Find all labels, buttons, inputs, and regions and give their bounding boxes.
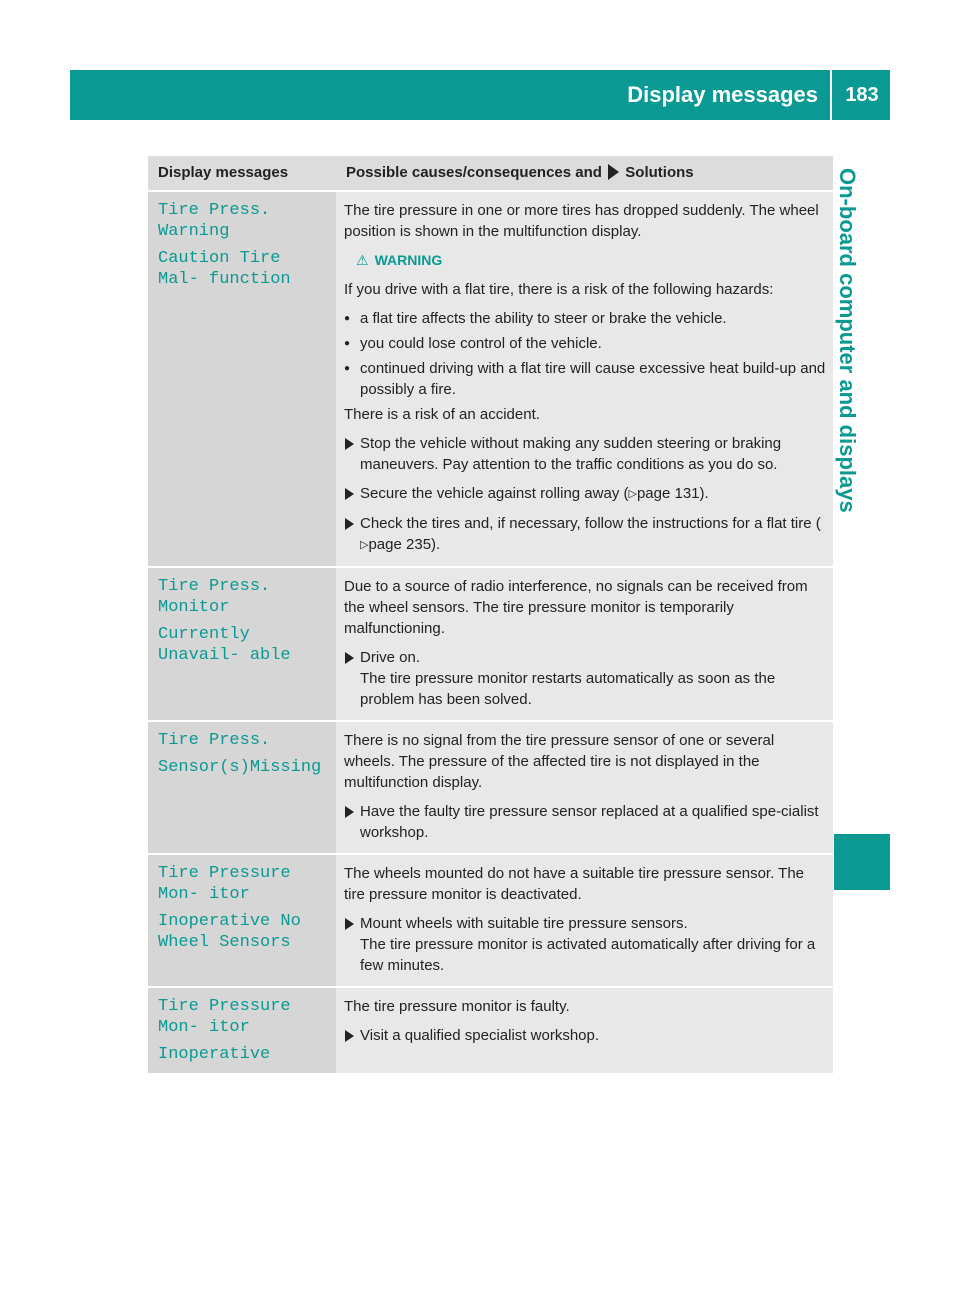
page-reference-triangle-icon: ▷ [628, 488, 637, 500]
display-message-code: Caution Tire Mal‐ function [158, 249, 291, 289]
display-message-cell [148, 722, 336, 853]
line-text: continued driving with a flat tire will cause excessive heat build-up and possibly a fire. [360, 360, 826, 398]
instruction-step [344, 913, 827, 976]
paragraph [344, 576, 827, 639]
table-body [148, 192, 833, 1075]
column-header-solutions [336, 156, 833, 190]
table-row [148, 988, 833, 1075]
line-text: The wheels mounted do not have a suitable tire pressure sensor. The tire pressure monitor is deactivated. [344, 865, 804, 903]
bullet-item [344, 308, 827, 329]
side-tab-marker [834, 834, 890, 890]
display-message-code: Tire Pressure Mon‐ itor [158, 864, 291, 904]
page-reference-link[interactable]: page 235). [368, 536, 441, 553]
bullet-item [344, 333, 827, 354]
warning-label [356, 250, 827, 271]
table-row [148, 855, 833, 988]
page-reference-triangle-icon: ▷ [360, 539, 369, 551]
table-row [148, 722, 833, 855]
display-message-code: Inoperative [158, 1045, 271, 1064]
line-text: Visit a qualified specialist workshop. [360, 1027, 600, 1044]
side-tab-label: On-board computer and displays [835, 168, 860, 513]
solutions-cell [336, 192, 833, 566]
line-text: Drive on. [360, 649, 421, 666]
step-result-text: The tire pressure monitor restarts automatically as soon as the problem has been solved. [360, 670, 776, 708]
solutions-cell [336, 568, 833, 720]
table-row [148, 192, 833, 568]
solutions-cell [336, 722, 833, 853]
page-number: 183 [845, 84, 879, 106]
line-text: you could lose control of the vehicle. [360, 335, 602, 352]
paragraph [344, 200, 827, 242]
display-message-code: Sensor(s)Missing [158, 758, 322, 777]
display-message-code: Tire Pressure Mon‐ itor [158, 997, 291, 1037]
display-message-code: Currently Unavail‐ able [158, 625, 291, 665]
page-reference-link[interactable]: page 131). [636, 485, 709, 502]
header-bar [70, 70, 890, 120]
line-text: If you drive with a flat tire, there is a risk of the following hazards: [344, 281, 774, 298]
display-message-cell [148, 855, 336, 986]
warning-triangle-icon: ⚠ [356, 252, 369, 268]
display-message-code: Tire Press. Monitor [158, 577, 271, 617]
line-text: Stop the vehicle without making any sudden steering or braking maneuvers. Pay attention to the traffic conditions as you do so. [360, 435, 782, 473]
page-title: Display messages [627, 82, 818, 107]
bullet-item [344, 358, 827, 400]
line-text: Secure the vehicle against rolling away ( [360, 485, 629, 502]
table-row [148, 568, 833, 722]
solutions-cell [336, 988, 833, 1073]
paragraph [344, 279, 827, 300]
line-text: Check the tires and, if necessary, follow the instructions for a flat tire ( [360, 515, 821, 532]
paragraph [344, 730, 827, 793]
paragraph [344, 863, 827, 905]
instruction-step [344, 513, 827, 556]
instruction-step [344, 483, 827, 505]
display-message-code: Tire Press. [158, 731, 271, 750]
solutions-cell [336, 855, 833, 986]
line-text: Due to a source of radio interference, no signals can be received from the wheel sensors. The tire pressure monitor is temporarily malfunctioning. [344, 578, 808, 637]
column-header-display-messages: Display messages [158, 164, 289, 181]
display-messages-table [148, 156, 833, 1075]
instruction-step [344, 801, 827, 843]
display-message-cell [148, 568, 336, 720]
paragraph [344, 996, 827, 1017]
line-text: There is a risk of an accident. [344, 406, 540, 423]
step-result-text: The tire pressure monitor is activated automatically after driving for a few minutes. [360, 936, 816, 974]
display-message-cell [148, 988, 336, 1073]
display-message-cell [148, 192, 336, 566]
column-header-causes-text: Possible causes/consequences and [346, 164, 602, 181]
instruction-step [344, 433, 827, 475]
warning-text: WARNING [374, 252, 443, 268]
display-message-code: Tire Press. Warning [158, 201, 271, 241]
line-text: a flat tire affects the ability to steer or brake the vehicle. [360, 310, 727, 327]
solutions-arrow-icon [608, 164, 619, 180]
table-header-row [148, 156, 833, 192]
line-text: The tire pressure in one or more tires has dropped suddenly. The wheel position is shown in the multifunction display. [344, 202, 819, 240]
line-text: The tire pressure monitor is faulty. [344, 998, 570, 1015]
line-text: There is no signal from the tire pressure sensor of one or several wheels. The pressure of the affected tire is not displayed in the multifunction display. [344, 732, 775, 791]
instruction-step [344, 1025, 827, 1046]
instruction-step [344, 647, 827, 710]
line-text: Have the faulty tire pressure sensor replaced at a qualified spe-cialist workshop. [360, 803, 819, 841]
header-divider [830, 70, 832, 120]
display-message-code: Inoperative No Wheel Sensors [158, 912, 301, 952]
line-text: Mount wheels with suitable tire pressure sensors. [360, 915, 688, 932]
paragraph [344, 404, 827, 425]
column-header-solutions-text: Solutions [625, 164, 694, 181]
